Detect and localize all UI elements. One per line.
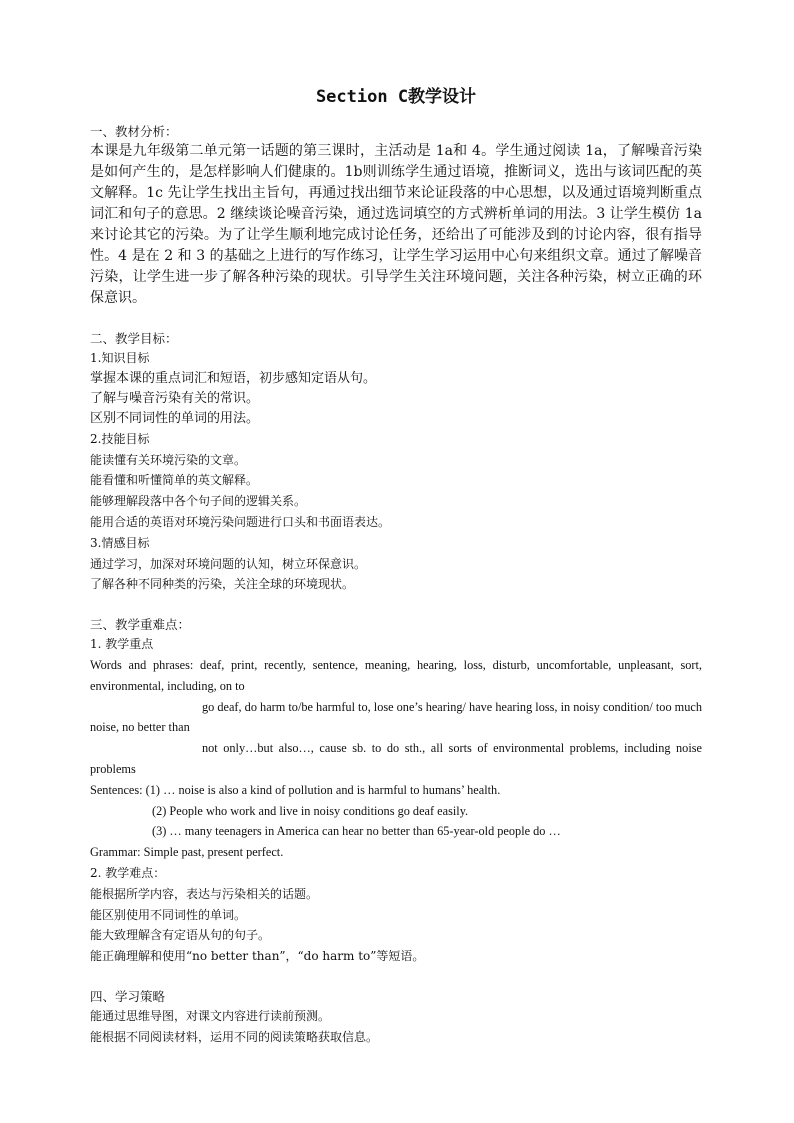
subheading-knowledge: 1.知识目标: [90, 351, 150, 365]
skill-item: 能用合适的英语对环境污染问题进行口头和书面语表达。: [90, 514, 391, 529]
sentence-item: (2) People who work and live in noisy conditions go deaf easily.: [152, 803, 469, 818]
sentence-item: (3) … many teenagers in America can hear no better than 65-year-old people do …: [152, 824, 561, 839]
difficulty-item: 能大致理解含有定语从句的句子。: [90, 928, 271, 943]
analysis-paragraph: 本课是九年级第二单元第一话题的第三课时，主活动是 1a和 4。学生通过阅读 1a，了解噪音污染是如何产生的，是怎样影响人们健康的。1b则训练学生通过语境，推断词义，选出与该词匹配的英文解释。1c 先让学生找出主旨句，再通过找出细节来论证段落的中心思想，以及通过语境判断重点词汇和句子的意思。2 继续谈论噪音污染，通过选词填空的方式辨析单词的用法。3 让学生模仿 1a 来讨论其它的污染。为了让学生顺利地完成讨论任务，还给出了可能涉及到的讨论内容，很有指导性。4 是在 2 和 3 的基础之上进行的写作练习，让学生学习运用中心句来组织文章。通过了解噪音污染，让学生进一步了解各种污染的现状。引导学生关注环境问题，关注各种污染，树立正确的环保意识。: [90, 143, 702, 306]
difficulty-item: 能区别使用不同词性的单词。: [90, 907, 247, 922]
strategy-item: 能通过思维导图，对课文内容进行读前预测。: [90, 1008, 331, 1023]
difficulty-item: 能正确理解和使用“no better than”，“do harm to”等短语。: [90, 949, 425, 964]
skill-item: 能够理解段落中各个句子间的逻辑关系。: [90, 494, 307, 509]
difficulty-item: 能根据所学内容，表达与污染相关的话题。: [90, 886, 319, 901]
grammar-line: Grammar: Simple past, present perfect.: [90, 845, 284, 860]
subheading-key-points: 1. 教学重点: [90, 637, 154, 652]
section-heading-strategies: 四、学习策略: [90, 988, 166, 1004]
phrases-line: go deaf, do harm to/be harmful to, lose one’s hearing/ have hearing loss, in noisy condition/ too much noise, no better than: [90, 699, 702, 735]
skill-item: 能看懂和听懂简单的英文解释。: [90, 473, 259, 488]
subheading-emotion: 3.情感目标: [90, 535, 150, 550]
section-heading-objectives: 二、教学目标：: [90, 331, 178, 346]
sentence-item: Sentences: (1) … noise is also a kind of pollution and is harmful to humans’ health.: [90, 782, 501, 797]
subheading-difficulties: 2. 教学难点：: [90, 865, 166, 880]
document-page: [90, 86, 702, 1048]
skill-item: 能读懂有关环境污染的文章。: [90, 452, 247, 467]
knowledge-item: 掌握本课的重点词汇和短语，初步感知定语从句。: [90, 370, 377, 386]
knowledge-item: 了解与噪音污染有关的常识。: [90, 390, 260, 406]
phrases-line: not only…but also…, cause sb. to do sth., all sorts of environmental problems, including noise problems: [90, 741, 702, 776]
knowledge-item: 区别不同词性的单词的用法。: [90, 410, 260, 426]
strategy-item: 能根据不同阅读材料，运用不同的阅读策略获取信息。: [90, 1029, 379, 1044]
emotion-item: 通过学习，加深对环境问题的认知，树立环保意识。: [90, 556, 367, 571]
section-heading-key-points: 三、教学重难点：: [90, 617, 191, 633]
subheading-skills: 2.技能目标: [90, 431, 150, 446]
emotion-item: 了解各种不同种类的污染，关注全球的环境现状。: [90, 577, 355, 592]
page-title: Section C教学设计: [315, 87, 477, 107]
section-heading-analysis: 一、教材分析：: [90, 124, 178, 139]
words-and-phrases: Words and phrases: deaf, print, recently, sentence, meaning, hearing, loss, disturb, uncomfortable, unpleasant, sort, environmental, including, on to: [90, 657, 702, 693]
